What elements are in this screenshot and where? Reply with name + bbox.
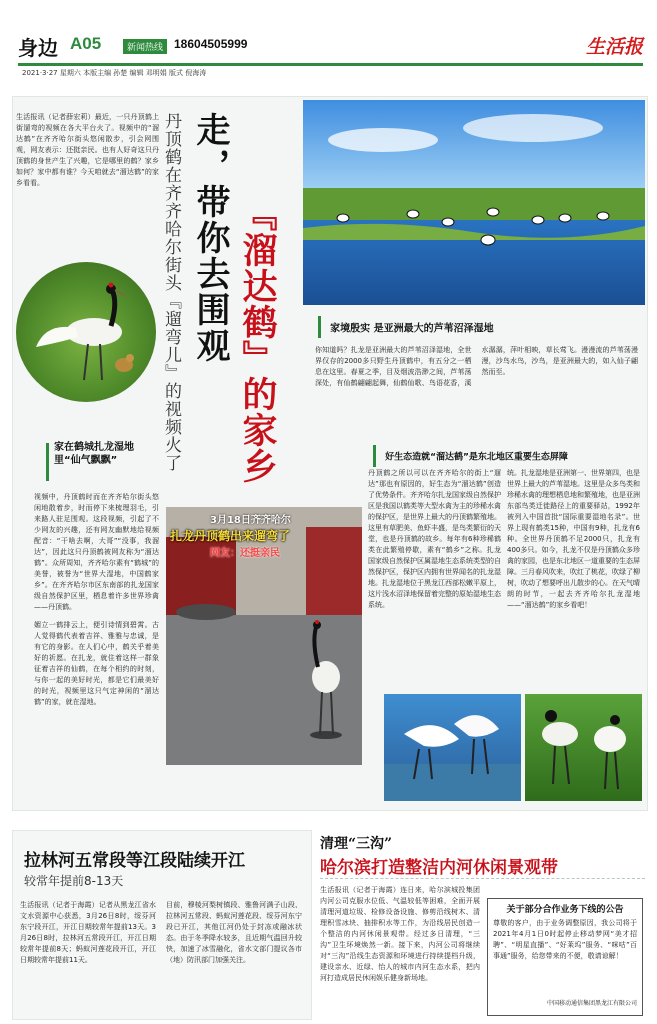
video-caption-a: 扎龙丹顶鹤出来遛弯了 [170,529,291,543]
brand-logo: 生活报 [585,36,643,58]
crane-illustration [16,262,156,402]
page-number: A05 [70,34,102,53]
section1-title: 家在鹤城扎龙湿地里“仙气飘飘” [54,442,134,466]
notice-signature: 中国移动通信集团黑龙江有限公司 [546,1000,637,1007]
news3-body: 生活报讯（记者于海霞）连日来，哈尔滨城投集团内河公司克服水位低、气温较低等困难，全面开展清理河道垃圾、检修设备设施、修剪沿线树木、清理积雪冰块、抽排积水等工作，为沿线居民创造一个整洁的内河休闲景观带。经过多日清理，“三沟”卫生环境焕然一新。接下来，内河公司将继续对“三沟”沿线生态资源和环境进行持续提档升级，建设亲水、近绿、怡人的城市内河生态水系，把内河打造成居民休闲娱乐健身新场地。 [320,886,480,982]
section1-body: 视频中，丹顶鹤时而在齐齐哈尔街头悠闲地散着步，时而停下来梳理羽毛，引来路人驻足围观。这段视频，引起了不少网友的兴趣，还有网友幽默地给视频配音：“干啥去啊，大哥”“没事，我溜达”，因此这只丹顶鹤被网友称为“溜达鹤”。众所周知，齐齐哈尔素有“鹤城”的美誉，被誉为“世界大湿地，中国鹤家乡”。在齐齐哈尔市区东南部的扎龙国家级自然保护区里，栖息着许多世界珍禽——丹顶鹤。 [34,493,159,611]
news2-body: 生活报讯（记者于海霞）记者从黑龙江省水文水资源中心获悉，3月26日8时，绥芬河东宁段开江，开江日期较常年提前13天。3月26日8时，拉林河五常段开江，开江日期较常年提前8天；蚂蚁河莲花段开江，开江日期较常年提前11天。 [20,901,156,964]
wetland-cranes-photo [303,100,645,305]
hotline-label: 新闻热线 [123,39,167,54]
crane-chick-photo [16,262,156,402]
section2-body: 你知道吗？扎龙是亚洲最大的芦苇沼泽湿地，全世界仅存的2000多只野生丹顶鹤中，有五分之一栖息在这里。春夏之季，目及烟波浩渺之间，芦苇荡深处，有仙鹤翩翩起舞，仙鹤仙歌、鸟语花香，溪水潺潺，萍叶相映，草长莺飞。漫漫流的芦苇荡漫漫，沙鸟水鸟，沙鸟，是亚洲最大的，如入仙子翩然而至。 [315,346,638,387]
cranes-on-grass-photo [525,694,642,801]
masthead [18,32,643,62]
news2-subhead: 较常年提前8-13天 [24,874,124,888]
section-name: 身边 [18,36,58,60]
section1-body-2: 媚立一鹤排云上，便引诗情到碧霄。古人觉得鹤代表着吉祥、雅雅与忠诚，是有它的身影。在人们心中，鹤关乎着美好的祈愿。在扎龙，就住着这样一群象征着吉祥的仙鹤，在每个相约的时刻，与你一起的美好时光，都是它们最美好的时光，视频里这只气定神闲的“溜达鹤”的家，就在湿地。 [34,621,159,706]
section3-marker [373,445,376,467]
news3-subhead: 哈尔滨打造整洁内河休闲景观带 [320,858,558,878]
hotline-number: 18604505999 [174,37,248,51]
news3-rule [320,878,645,879]
notice-title: 关于部分合作业务下线的公告 [506,905,624,915]
section3-title-row [373,445,643,467]
section2-title-row [318,316,638,338]
news3-headline: 清理“三沟” [320,836,393,852]
feature-headline-main: 走，带你去围观 [190,112,230,364]
section3-body-2: 统。扎龙湿地是亚洲第一、世界第四，也是世界上最大的芦苇湿地。这里是众多鸟类和珍稀水禽的理想栖息地和繁殖地，也是亚洲东部鸟类迁徙路径上的重要驿站，1992年被列入中国首批“国际重要湿地名录”。世界上现有鹤类15种，中国有9种，扎龙有6种。全世界丹顶鹤不足2000只，扎龙有400多只。如今，扎龙不仅是丹顶鹤众多珍禽的家园，也是东北地区一道重要的生态屏障。三月春风吹来，吹红了桃花，吹绿了柳树，吹动了想要呼出儿散步的心。在天气晴朗的时节，一起去齐齐哈尔扎龙湿地——“溜达鹤”的家乡看吧！ [507,469,640,609]
notice-box [487,898,643,1016]
section3-body: 丹顶鹤之所以可以在齐齐哈尔的街上“遛达”那也有原因的，好生态为“溜达鹤”创造了优势条件。齐齐哈尔扎龙国家级自然保护区是我国以鹤类等大型水禽为主的珍稀水禽的保护区，是世界上最大的丹顶鹤繁殖地。这里有草肥美、鱼虾丰盛，是鸟类繁衍的天堂，也是丹顶鹤的故乡。每年有6种珍稀鹤类在此繁殖停歇，素有“鹤乡”之称。扎龙国家级自然保护区属湿地生态系统类型的自然保护区，保护区内拥有世界闻名的扎龙湿地。扎龙湿地位于黑龙江西部松嫩平原上，这片浅水沼泽地保留着完整的原始湿地生态系统。 [368,469,501,609]
news2-headline: 拉林河五常段等江段陆续开江 [24,851,245,871]
header-meta: 2021·3·27 星期六 本版主编 孙楚 编辑 邓明娟 版式 倪海涛 [22,69,207,77]
feature-subtitle: 丹顶鹤在齐齐哈尔街头『遛弯儿』的视频火了 [161,112,181,472]
feature-lead: 生活报讯（记者薛宏莉）最近，一只丹顶鹤上街遛弯的视频在各大平台火了。视频中的“溜达鹤”在齐齐哈尔街头悠闲散步，引会网围观，网友表示：还挺亲民。也有人好奇这只丹顶鹤的身世产生了兴趣，它是哪里的鹤？家乡如何？家中都有谁？今天咱就去“溜达鹤”的家乡看看。 [16,113,159,187]
notice-body: 尊敬的客户，由于业务调整原因，我公司将于2021年4月1日0时起停止移动梦网“美才招聘”、“明星直播”、“好莱坞”服务、“咪咕”百事通”服务，给您带来的不便，敬请谅解！ [493,919,637,960]
water-cranes-scene [384,694,521,801]
cranes-in-water-photo [384,694,521,801]
section2-title: 家境殷实 是亚洲最大的芦苇沼泽湿地 [330,323,494,335]
section3-title: 好生态造就“溜达鹤”是东北地区重要生态屏障 [385,452,568,463]
video-caption-b: 网友：还挺亲民 [210,548,280,559]
section2-marker [318,316,321,338]
video-date-caption: 3月18日齐齐哈尔 [210,515,291,526]
section1-marker [46,443,49,481]
header-rule [18,63,643,66]
news2-body-2: 目前，穆棱河梨树镇段、雅鲁河满子山段、拉林河五常段、蚂蚁河莲花段、绥芬河东宁段已开江，其他江河仍处于封冻或融冰状态。由于冬季降水较多，且近期气温回升较快，加速了冰雪融化，省水文部门提议各市（地）防汛部门加强关注。 [166,901,302,964]
section1-title-block [54,441,164,485]
grass-cranes-scene [525,694,642,801]
wetland-scene [303,100,645,305]
feature-headline-red: 『溜达鹤』的家乡 [237,196,278,484]
